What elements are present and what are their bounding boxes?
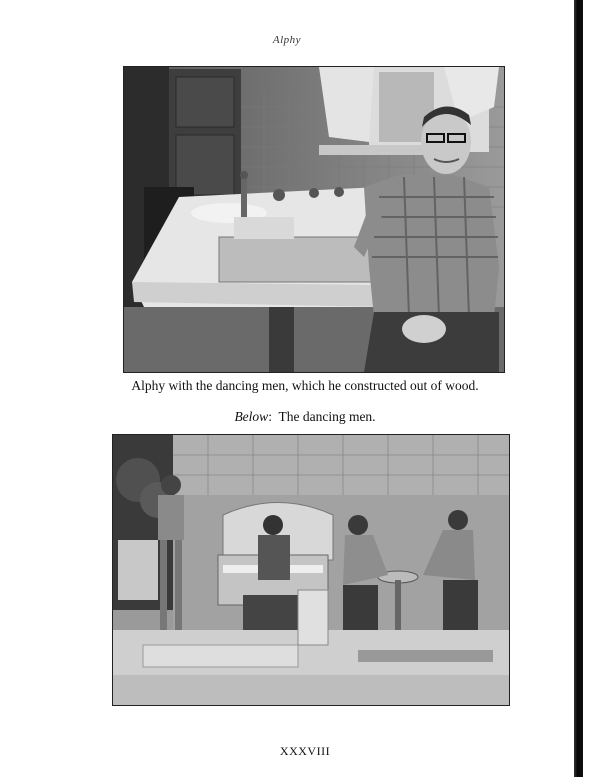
photo-dancing-men-closeup	[112, 434, 510, 706]
caption-separator: :	[268, 409, 272, 424]
caption-lead-word: Below	[234, 409, 269, 424]
page-number: XXXVIII	[279, 744, 331, 758]
caption-text: The dancing men.	[278, 409, 376, 424]
caption-top-photo: Alphy with the dancing men, which he constructed out of wood.	[131, 378, 479, 393]
photo-alphy-with-dancing-men	[123, 66, 505, 373]
caption-bottom-photo	[0, 409, 600, 425]
running-header: Alphy	[272, 34, 302, 46]
